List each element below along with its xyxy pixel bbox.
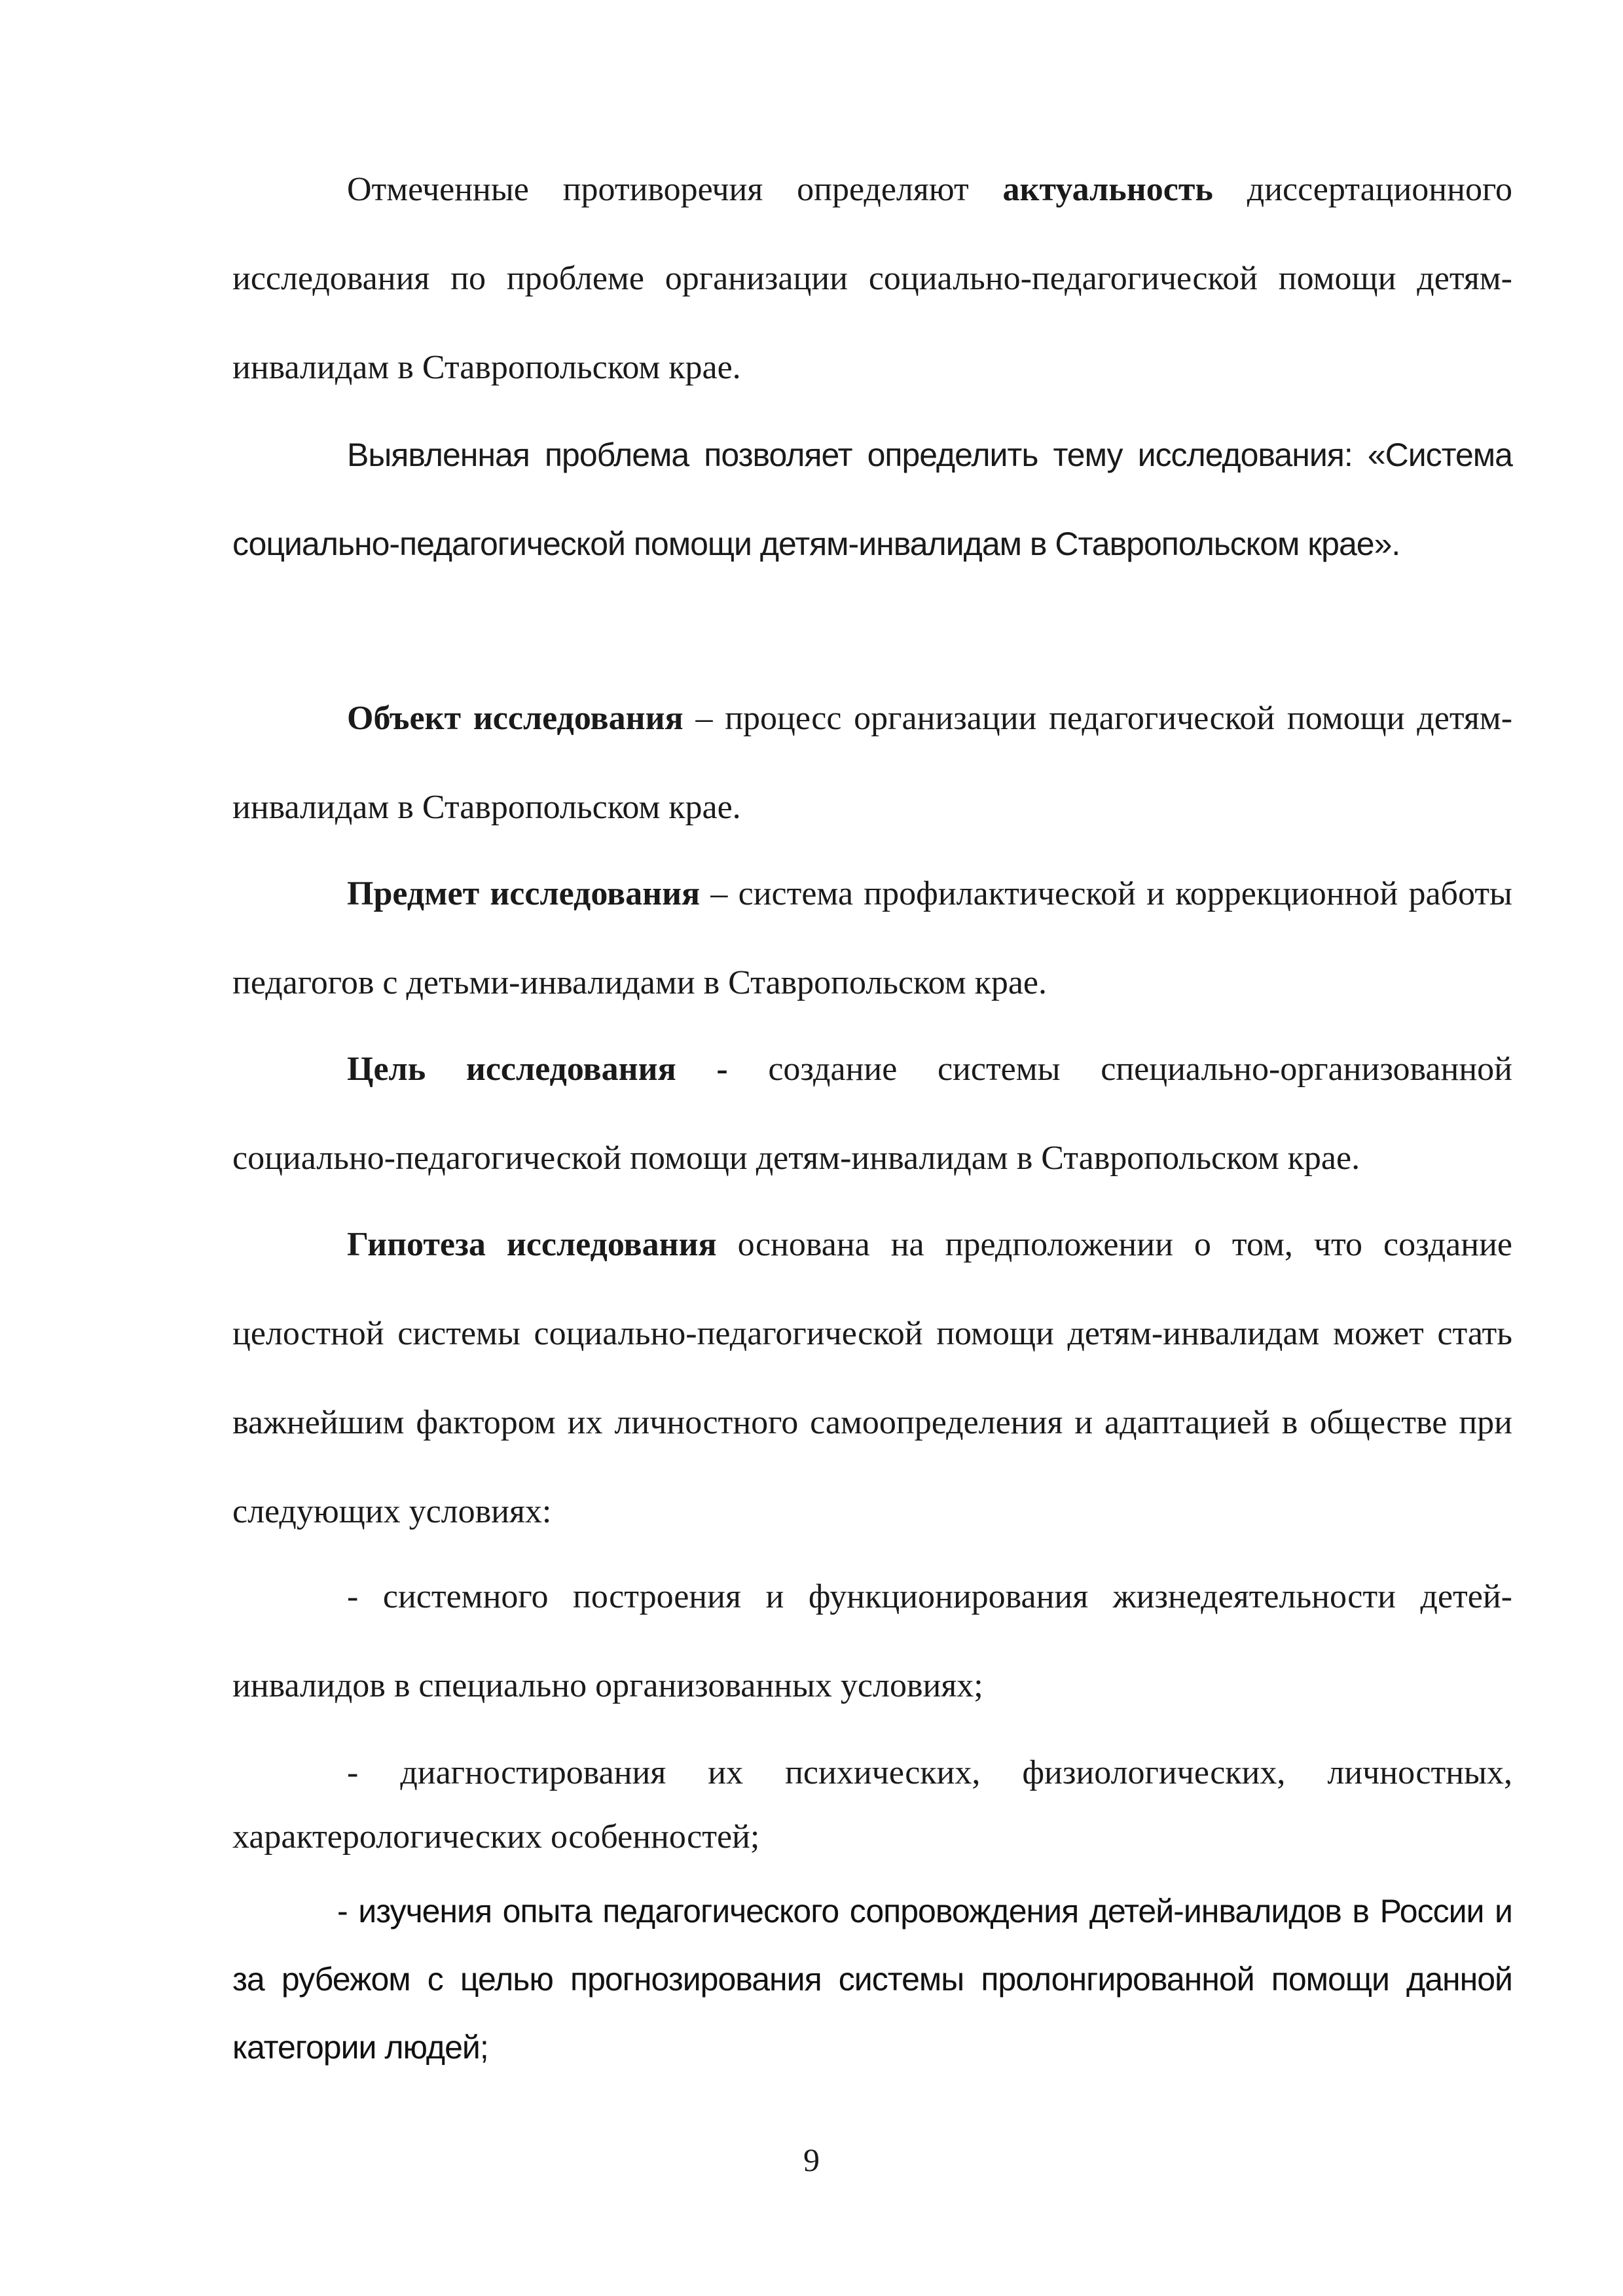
object-bold-term: Объект исследования xyxy=(347,700,684,737)
paragraph-object xyxy=(232,674,1512,852)
condition-1-text: - системного построения и функционирования жизнедеятельности детей-инвалидов в специально организованных условиях; xyxy=(232,1578,1512,1704)
condition-3-text: - изучения опыта педагогического сопровождения детей-инвалидов в России и за рубежом с целью прогнозирования системы пролонгированной помощи данной категории людей; xyxy=(232,1893,1512,2066)
paragraph-condition-1 xyxy=(232,1552,1512,1731)
page-number: 9 xyxy=(803,2142,820,2178)
paragraph-condition-3 xyxy=(232,1877,1512,2081)
paragraph-goal xyxy=(232,1025,1512,1203)
goal-bold-term: Цель исследования - xyxy=(347,1050,728,1088)
subject-bold-term: Предмет исследования xyxy=(347,875,701,912)
relevance-lead: Отмеченные противоречия определяют xyxy=(347,171,1003,208)
hypothesis-bold-term: Гипотеза исследования xyxy=(347,1226,717,1263)
relevance-rest: диссертационного исследования по проблеме организации социально-педагогической помощи детям-инвалидам в Ставропольском крае. xyxy=(232,171,1512,386)
topic-text: Выявленная проблема позволяет определить тему исследования: «Система социально-педагогической помощи детям-инвалидам в Ставропольском крае». xyxy=(232,437,1512,562)
condition-2-text: - диагностирования их психических, физиологических, личностных, характерологических особенностей; xyxy=(232,1754,1512,1856)
paragraph-hypothesis xyxy=(232,1200,1512,1556)
paragraph-topic xyxy=(232,410,1512,588)
subject-rest: – система профилактической и коррекционной работы педагогов с детьми-инвалидами в Ставропольском крае. xyxy=(232,875,1512,1001)
paragraph-relevance xyxy=(232,145,1512,412)
paragraph-subject xyxy=(232,850,1512,1028)
paragraph-condition-2 xyxy=(232,1741,1512,1869)
hypothesis-rest: основана на предположении о том, что создание целостной системы социально-педагогической помощи детям-инвалидам может стать важнейшим фактором их личностного самоопределения и адаптацией в обществе при следующих условиях: xyxy=(232,1226,1512,1530)
goal-rest: создание системы специально-организованной социально-педагогической помощи детям-инвалидам в Ставропольском крае. xyxy=(232,1050,1512,1177)
relevance-bold-term: актуальность xyxy=(1002,171,1213,208)
object-rest: – процесс организации педагогической помощи детям-инвалидам в Ставропольском крае. xyxy=(232,700,1513,826)
